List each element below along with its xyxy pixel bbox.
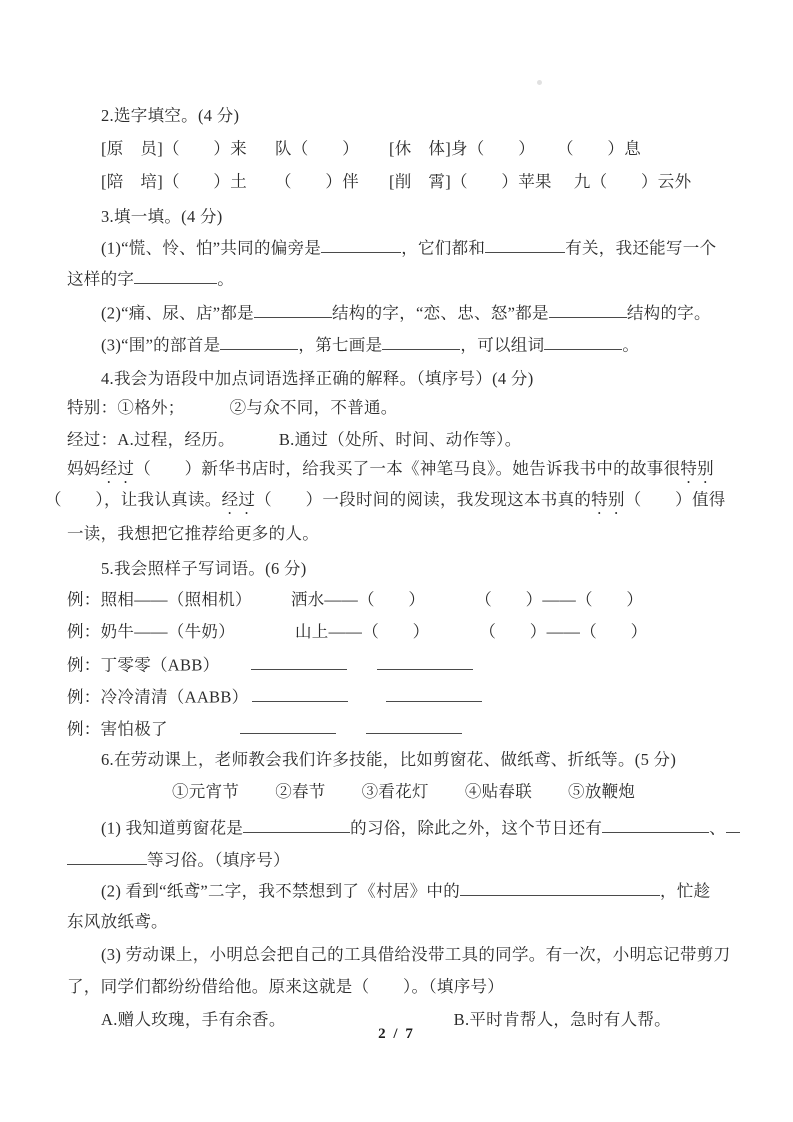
blank-underline [240, 716, 336, 734]
document-line [101, 748, 676, 771]
document-line [67, 588, 643, 611]
text-run: ②春节 [275, 782, 326, 801]
text-run: (2) 看到“纸鸢”二字，我不禁想到了《村居》中的 [101, 881, 461, 901]
text-run: 等习俗。（填序号） [147, 850, 290, 870]
text-run: 结构的字，“恋、忠、怒”都是 [332, 303, 549, 323]
spacer [359, 153, 389, 154]
emphasized-text: 特别 [591, 490, 625, 509]
document-line [67, 522, 319, 545]
text-run: (2)“痛、尿、店”都是 [101, 303, 254, 323]
spacer [348, 701, 386, 702]
blank-underline [134, 266, 217, 284]
spacer [252, 604, 291, 605]
text-run: ，可以组词 [460, 335, 545, 355]
text-run: 2.选字填空。(4 分) [101, 106, 240, 125]
text-run: 了，同学们都纷纷借给他。原来这就是（ ）。（填序号） [67, 977, 505, 996]
spacer [185, 412, 230, 413]
blank-underline [67, 847, 147, 865]
text-run: 。 [622, 335, 640, 355]
text-run: [休 体]身（ ） [389, 139, 535, 158]
text-run: 东风放纸鸢。 [67, 912, 168, 931]
spacer [168, 733, 240, 734]
blank-underline [366, 716, 462, 734]
spacer [219, 669, 251, 670]
text-run: 例：照相——（照相机） [67, 590, 252, 609]
blank-underline [251, 652, 347, 670]
spacer [336, 733, 366, 734]
spacer [326, 796, 362, 797]
spacer [67, 796, 172, 797]
document-line [67, 620, 647, 643]
text-run: 经过：A.过程，经历。 [67, 430, 235, 449]
text-run: 3.填一填。(4 分) [101, 207, 223, 226]
spacer [235, 636, 295, 637]
spacer [552, 186, 574, 187]
text-run: 结构的字。 [626, 303, 711, 323]
document-line [101, 170, 691, 193]
blank-underline [220, 332, 298, 350]
text-run: （ ）新华书店时，给我买了一本《神笔马良》。她告诉我书中的故事很 [134, 459, 681, 478]
spacer [347, 669, 377, 670]
spacer [247, 186, 275, 187]
blank-underline [549, 300, 627, 318]
text-run: 。 [217, 269, 235, 289]
text-run: （ ）息 [557, 139, 641, 158]
document-line [101, 367, 534, 390]
text-run: 例：丁零零（ABB） [67, 655, 220, 675]
document-line [67, 396, 398, 419]
blank-underline [602, 815, 709, 833]
document-line [101, 137, 641, 160]
spacer [532, 796, 568, 797]
text-run: ③看花灯 [361, 782, 429, 801]
text-run: 例：奶牛——（牛奶） [67, 622, 235, 641]
document-line [67, 457, 714, 487]
spacer [359, 186, 389, 187]
text-run: 队（ ） [275, 139, 359, 158]
blank-underline [726, 815, 740, 833]
spacer [286, 1024, 454, 1025]
scan-artifact-dot [537, 80, 542, 85]
document-line [67, 716, 462, 740]
spacer [429, 636, 479, 637]
document-line [101, 557, 307, 580]
document-line [45, 488, 726, 518]
text-run: （ ）值得 [624, 490, 726, 509]
document-line [101, 815, 740, 839]
document-line [67, 975, 504, 998]
document-line [67, 910, 168, 933]
text-run: (3)“围”的部首是 [101, 335, 221, 355]
text-run: ④贴春联 [464, 782, 533, 801]
text-run: ⑤放鞭炮 [568, 782, 636, 801]
spacer [429, 796, 465, 797]
page-footer [0, 1026, 793, 1043]
blank-underline [243, 815, 350, 833]
text-run: [陪 培]（ ）土 [101, 172, 247, 191]
text-run: （ ）伴 [275, 172, 359, 191]
spacer [535, 153, 557, 154]
blank-underline [252, 684, 348, 702]
spacer [425, 604, 475, 605]
emphasized-text: 特别 [680, 459, 714, 478]
text-run: B.通过（处所、时间、动作等）。 [278, 430, 522, 449]
text-run: A.赠人玫瑰，手有余香。 [101, 1010, 286, 1029]
blank-underline [254, 300, 332, 318]
text-run: 例：冷冷清清（AABB） [67, 687, 249, 707]
document-line [101, 235, 716, 259]
text-run: ，忙趁 [660, 881, 711, 901]
text-run: 、 [709, 818, 726, 838]
blank-underline [382, 332, 460, 350]
spacer [239, 796, 275, 797]
page-number: 2 / 7 [378, 1026, 415, 1042]
blank-underline [460, 878, 660, 896]
text-run: 这样的字 [67, 269, 135, 289]
document-line [67, 684, 482, 708]
blank-underline [544, 332, 622, 350]
document-line [67, 780, 635, 803]
text-run: 的习俗，除此之外，这个节日还有 [350, 818, 603, 838]
blank-underline [377, 652, 473, 670]
text-run: [削 霄]（ ）苹果 [389, 172, 552, 191]
blank-underline [321, 235, 401, 253]
text-run: (3) 劳动课上，小明总会把自己的工具借给没带工具的同学。有一次，小明忘记带剪刀 [101, 945, 731, 964]
text-run: ②与众不同，不普通。 [229, 398, 398, 417]
text-run: （ ），让我认真读。 [45, 490, 222, 509]
document-line [101, 878, 710, 902]
text-run: 4.我会为语段中加点词语选择正确的解释。（填序号）(4 分) [101, 369, 534, 388]
document-line [67, 428, 522, 451]
text-run: 妈妈 [67, 459, 101, 478]
text-run: ，它们都和 [401, 238, 486, 258]
text-run: （ ）一段时间的阅读，我发现这本书真的 [255, 490, 592, 509]
text-run: 例：害怕极了 [67, 719, 168, 739]
text-run: （ ）——（ ） [475, 590, 644, 609]
spacer [247, 153, 275, 154]
text-run: ，第七画是 [298, 335, 383, 355]
blank-underline [386, 684, 482, 702]
spacer [235, 444, 279, 445]
text-run: 6.在劳动课上，老师教会我们许多技能，比如剪窗花、做纸鸢、折纸等。(5 分) [101, 750, 677, 769]
text-run: 洒水——（ ） [290, 590, 426, 609]
text-run: 特别：①格外； [67, 398, 185, 417]
document-line [67, 847, 290, 871]
emphasized-text: 经过 [100, 459, 135, 478]
text-run: 5.我会照样子写词语。(6 分) [101, 559, 307, 578]
text-run: 山上——（ ） [295, 622, 430, 641]
document-line [101, 205, 223, 228]
document-line [67, 266, 234, 290]
document-line [101, 300, 711, 324]
text-run: [原 员]（ ）来 [101, 139, 247, 158]
document-line [67, 652, 473, 676]
text-run: 九（ ）云外 [573, 172, 692, 191]
text-run: 有关，我还能写一个 [565, 238, 717, 258]
document-line [101, 104, 239, 127]
emphasized-text: 经过 [221, 490, 256, 509]
text-run: (1)“慌、怜、怕”共同的偏旁是 [101, 238, 322, 258]
blank-underline [485, 235, 565, 253]
text-run: B.平时肯帮人，急时有人帮。 [453, 1010, 671, 1029]
text-run: ①元宵节 [172, 782, 240, 801]
text-run: （ ）——（ ） [479, 622, 648, 641]
document-line [101, 332, 639, 356]
text-run: (1) 我知道剪窗花是 [101, 818, 244, 838]
text-run: 一读，我想把它推荐给更多的人。 [67, 524, 319, 543]
document-line [101, 943, 730, 966]
